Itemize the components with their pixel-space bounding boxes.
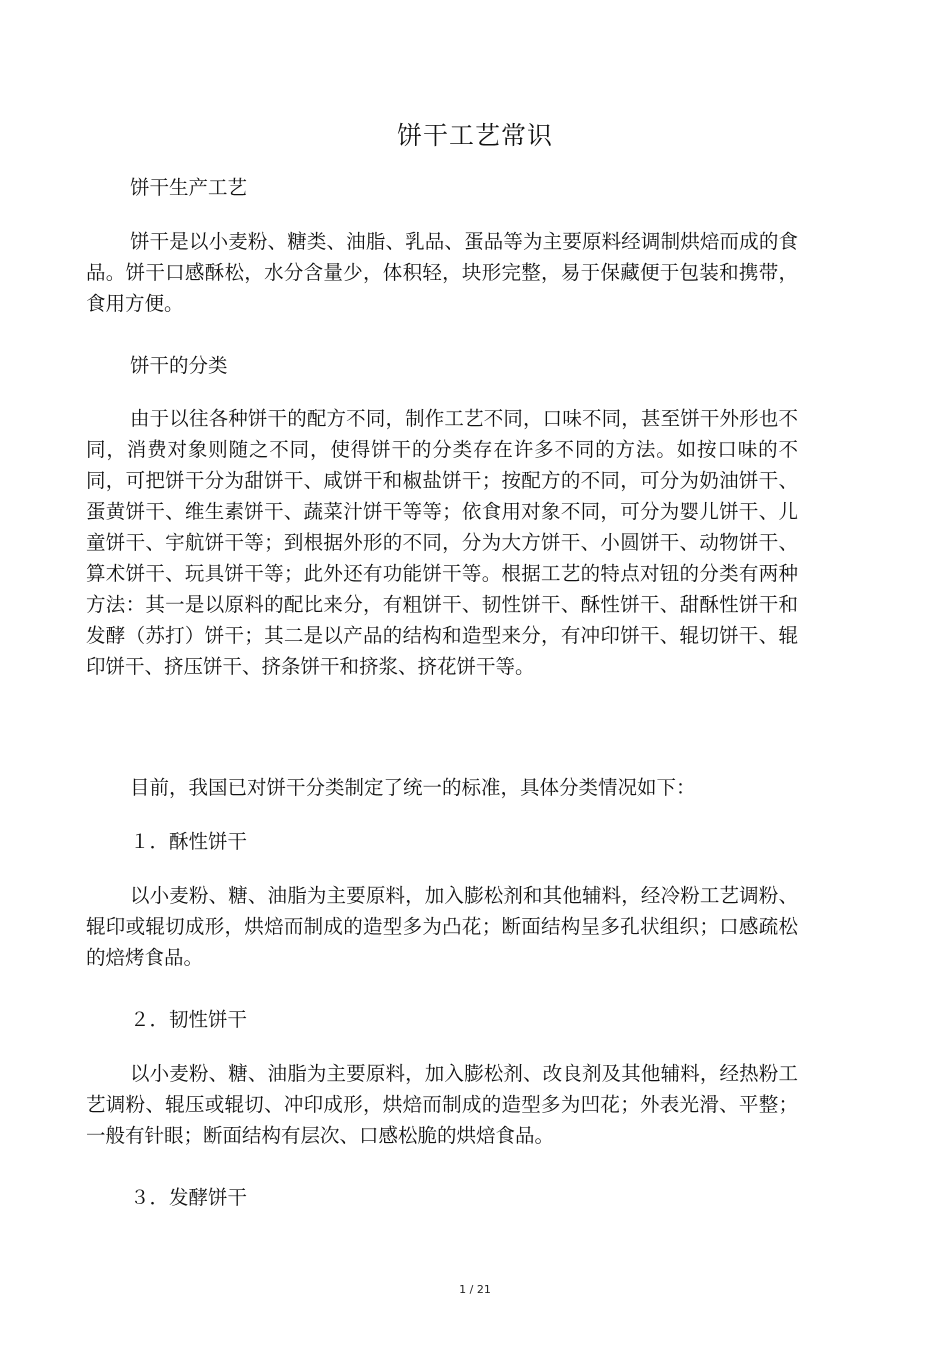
section-heading-classification: 饼干的分类 <box>130 354 228 377</box>
paragraph-crisp-biscuit: 以小麦粉、糖、油脂为主要原料，加入膨松剂和其他辅料，经冷粉工艺调粉、辊印或辊切成形，烘焙而制成的造型多为凸花；断面结构呈多孔状组织；口感疏松的焙烤食品。 <box>86 884 798 969</box>
paragraph-standard-intro: 目前，我国已对饼干分类制定了统一的标准，具体分类情况如下： <box>130 776 696 799</box>
page-indicator: 1 / 21 <box>459 1283 491 1296</box>
section-heading-production: 饼干生产工艺 <box>130 176 248 199</box>
item-heading-fermented-biscuit: ３．发酵饼干 <box>130 1186 248 1209</box>
paragraph-classification: 由于以往各种饼干的配方不同，制作工艺不同，口味不同，甚至饼干外形也不同，消费对象则随之不同，使得饼干的分类存在许多不同的方法。如按口味的不同，可把饼干分为甜饼干、咸饼干和椒盐饼干；按配方的不同，可分为奶油饼干、蛋黄饼干、维生素饼干、蔬菜汁饼干等等；依食用对象不同，可分为婴儿饼干、儿童饼干、宇航饼干等；到根据外形的不同，分为大方饼干、小圆饼干、动物饼干、算术饼干、玩具饼干等；此外还有功能饼干等。根据工艺的特点对钮的分类有两种方法：其一是以原料的配比来分，有粗饼干、韧性饼干、酥性饼干、甜酥性饼干和发酵（苏打）饼干；其二是以产品的结构和造型来分，有冲印饼干、辊切饼干、辊印饼干、挤压饼干、挤条饼干和挤浆、挤花饼干等。 <box>86 407 798 678</box>
paragraph-production: 饼干是以小麦粉、糖类、油脂、乳品、蛋品等为主要原料经调制烘焙而成的食品。饼干口感酥松，水分含量少，体积轻，块形完整，易于保藏便于包装和携带，食用方便。 <box>86 230 798 315</box>
document-title: 饼干工艺常识 <box>396 121 553 150</box>
item-heading-tough-biscuit: ２．韧性饼干 <box>130 1008 248 1031</box>
item-heading-crisp-biscuit: １．酥性饼干 <box>130 830 248 853</box>
paragraph-tough-biscuit: 以小麦粉、糖、油脂为主要原料，加入膨松剂、改良剂及其他辅料，经热粉工艺调粉、辊压或辊切、冲印成形，烘焙而制成的造型多为凹花；外表光滑、平整；一般有针眼；断面结构有层次、口感松脆的烘焙食品。 <box>86 1062 798 1147</box>
